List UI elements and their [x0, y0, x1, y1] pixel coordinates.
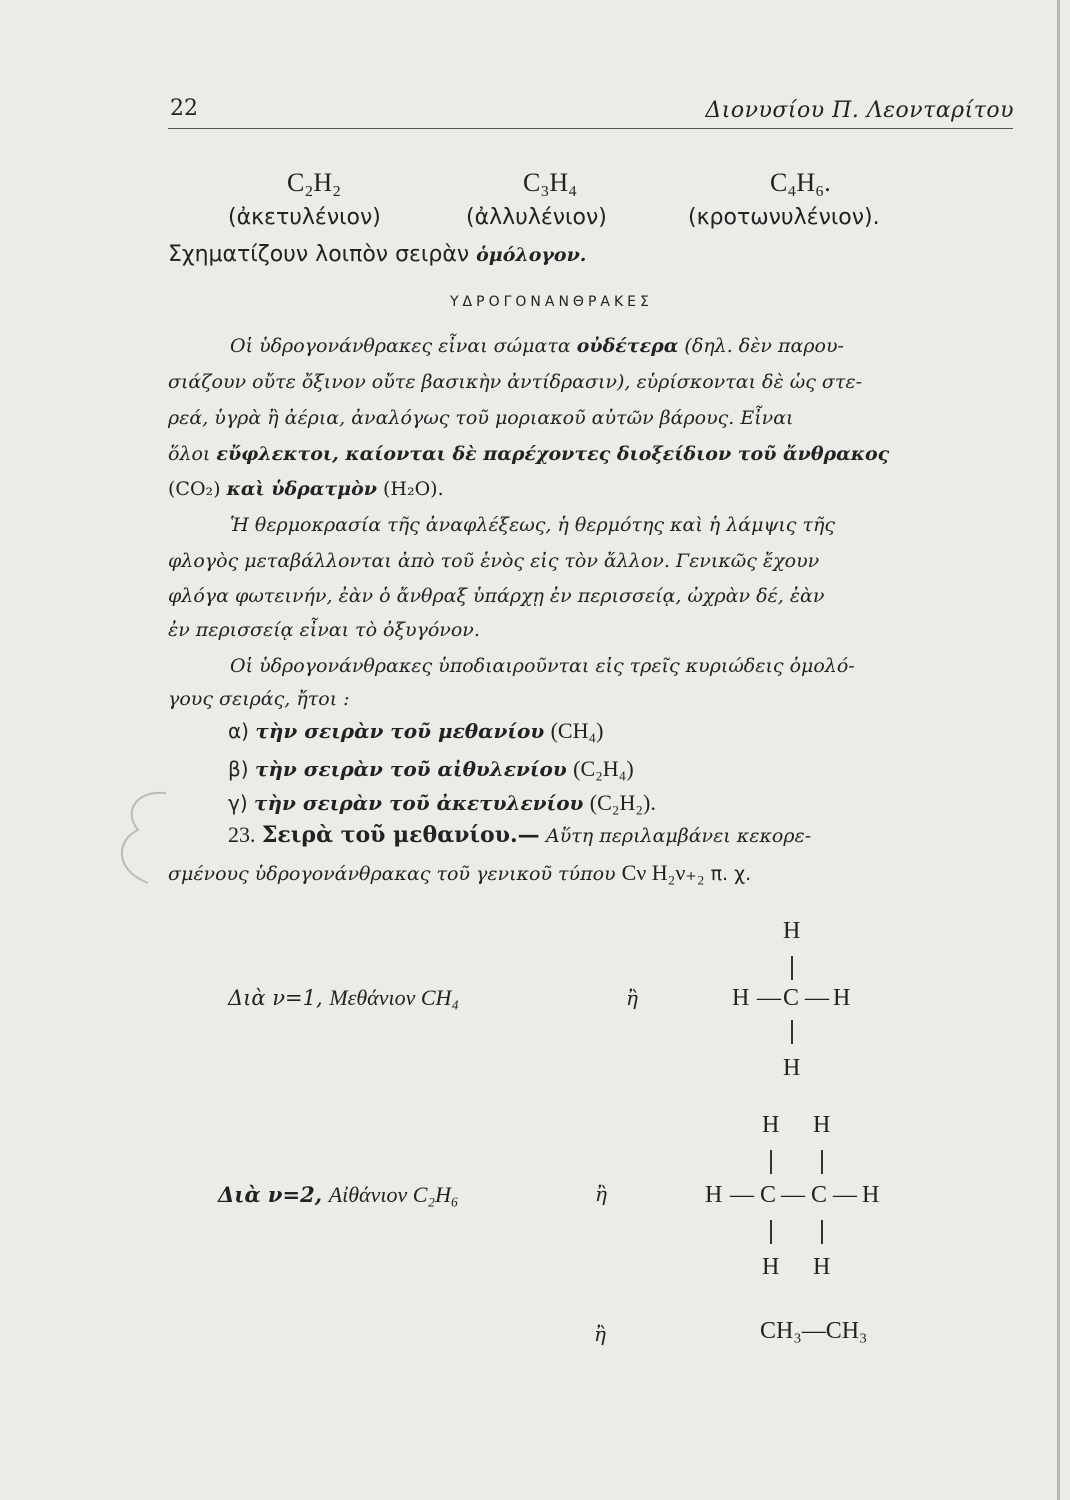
- formula-acetylene: C₂H₂: [287, 168, 342, 197]
- methane-h-top: H: [783, 918, 801, 944]
- ethane-h-top-2: H: [813, 1112, 831, 1138]
- p1-l1-rest: (δηλ. δὲν παρου-: [678, 335, 844, 357]
- series-c-formula: (C₂H₂).: [589, 790, 656, 815]
- ethane-condensed: CH₃—CH₃: [760, 1318, 868, 1344]
- ethane-h-left: H: [705, 1182, 723, 1208]
- series-a-formula: (CH₄): [550, 718, 604, 743]
- p2-line-1: Ἡ θερμοκρασία τῆς ἀναφλέξεως, ἡ θερμότης καὶ ἡ λάμψις τῆς: [230, 514, 836, 536]
- name-acetylene: (ἀκετυλένιον): [228, 205, 381, 230]
- ethane-h-top-1: H: [762, 1112, 780, 1138]
- series-a-lead: α): [228, 719, 249, 743]
- general-formula: Cν H₂ν₊₂: [621, 860, 705, 885]
- section-23-line-1: [228, 822, 811, 848]
- p2-line-4: ἐν περισσείᾳ εἶναι τὸ ὀξυγόνον.: [168, 619, 480, 641]
- homologous-line: [168, 242, 586, 267]
- p1-line-1: [230, 335, 844, 357]
- methane-h-left: H: [732, 985, 750, 1011]
- ethane-bond-top-2: [821, 1150, 823, 1174]
- series-b-formula: (C₂H₄): [573, 756, 634, 781]
- methane-h-right: H: [833, 985, 851, 1011]
- p3-line-1: Οἱ ὑδρογονάνθρακες ὑποδιαιροῦνται εἰς τρεῖς κυριώδεις ὁμολό-: [230, 655, 855, 677]
- ethane-h-right: H: [862, 1182, 880, 1208]
- p1-l4-text: ὅλοι: [168, 443, 217, 465]
- section-23-number: 23.: [228, 822, 256, 847]
- ethane-label: Διὰ ν=2,: [218, 1182, 323, 1207]
- p1-l5-rest: (H₂O).: [376, 478, 444, 500]
- ethane-line: [218, 1182, 459, 1208]
- ethane-carbon-1: C: [760, 1182, 777, 1208]
- series-c-text: τὴν σειρὰν τοῦ ἀκετυλενίου: [254, 791, 584, 815]
- series-a-text: τὴν σειρὰν τοῦ μεθανίου: [255, 719, 545, 743]
- ethane-or-2: ἢ: [594, 1322, 606, 1346]
- p3-line-2: γους σειράς, ἤτοι :: [168, 688, 350, 710]
- p1-l1-text: Οἱ ὑδρογονάνθρακες εἶναι σώματα: [230, 335, 577, 357]
- section-23-title: Σειρὰ τοῦ μεθανίου.—: [261, 822, 540, 848]
- formula-allylene: C₃H₄: [523, 168, 578, 197]
- methane-h-bottom: H: [783, 1055, 801, 1081]
- ethane-bond-cc: —: [781, 1182, 805, 1208]
- homologous-term: ὁμόλογον.: [476, 244, 587, 266]
- name-allylene: (ἀλλυλένιον): [466, 205, 607, 230]
- section-title: ΥΔΡΟΓΟΝΑΝΘΡΑΚΕΣ: [450, 294, 653, 310]
- p1-line-5: [168, 478, 444, 500]
- ethane-name: Αἰθάνιον C₂H₆: [328, 1182, 459, 1207]
- series-b-lead: β): [228, 757, 249, 781]
- page-edge: [1057, 0, 1060, 1500]
- header-rule: [168, 128, 1013, 129]
- section-23-text-1: Αὕτη περιλαμβάνει κεκορε-: [546, 825, 812, 847]
- ethane-bond-bottom-1: [770, 1220, 772, 1244]
- p1-line-4: [168, 443, 889, 465]
- ethane-h-bottom-1: H: [762, 1254, 780, 1280]
- section-23-tail: π. χ.: [710, 863, 752, 885]
- methane-bond-top: [791, 956, 793, 980]
- series-item-a: [228, 718, 604, 744]
- p2-line-3: φλόγα φωτεινήν, ἐὰν ὁ ἄνθραξ ὑπάρχῃ ἐν περισσείᾳ, ὠχρὰν δέ, ἐὰν: [168, 585, 825, 607]
- p1-l5-text: (CO₂): [168, 478, 227, 500]
- ethane-bond-left: —: [730, 1182, 754, 1208]
- ethane-or: ἢ: [595, 1182, 607, 1206]
- p1-l5-bold: καὶ ὑδρατμὸν: [226, 478, 377, 500]
- ethane-h-bottom-2: H: [813, 1254, 831, 1280]
- ethane-bond-right: —: [833, 1182, 857, 1208]
- series-item-b: [228, 756, 634, 782]
- p1-l1-bold: οὐδέτερα: [576, 335, 679, 357]
- section-23-line-2: [168, 860, 751, 886]
- methane-name: Μεθάνιον CH₄: [329, 985, 460, 1010]
- homologous-lead: Σχηματίζουν λοιπὸν σειρὰν: [168, 242, 470, 267]
- series-item-c: [228, 790, 656, 816]
- ethane-carbon-2: C: [811, 1182, 828, 1208]
- methane-bond-right: —: [805, 985, 829, 1011]
- ethane-bond-top-1: [770, 1150, 772, 1174]
- methane-label: Διὰ ν=1,: [228, 986, 323, 1010]
- p1-l4-bold: εὔφλεκτοι, καίονται δὲ παρέχοντες διοξείδιον τοῦ ἄνθρακος: [216, 443, 890, 465]
- section-23-text-2: σμένους ὑδρογονάνθρακας τοῦ γενικοῦ τύπου: [168, 863, 616, 885]
- running-header: Διονυσίου Π. Λεονταρίτου: [705, 98, 1014, 123]
- methane-carbon: C: [783, 985, 800, 1011]
- methane-line: [228, 985, 459, 1011]
- p1-line-3: ρεά, ὑγρὰ ἢ ἀέρια, ἀναλόγως τοῦ μοριακοῦ αὐτῶν βάρους. Εἶναι: [168, 407, 794, 429]
- methane-bond-left: —: [757, 985, 781, 1011]
- methane-or: ἢ: [626, 986, 638, 1010]
- formula-crotonylene: C₄H₆.: [770, 168, 831, 197]
- p2-line-2: φλογὸς μεταβάλλονται ἀπὸ τοῦ ἑνὸς εἰς τὸν ἄλλον. Γενικῶς ἔχουν: [168, 550, 820, 572]
- ethane-bond-bottom-2: [821, 1220, 823, 1244]
- series-c-lead: γ): [228, 791, 248, 815]
- methane-bond-bottom: [791, 1020, 793, 1044]
- page-number: 22: [170, 96, 198, 121]
- name-crotonylene: (κροτωνυλένιον).: [688, 205, 880, 230]
- p1-line-2: σιάζουν οὔτε ὄξινον οὔτε βασικὴν ἀντίδρασιν), εὑρίσκονται δὲ ὡς στε-: [168, 371, 863, 393]
- series-b-text: τὴν σειρὰν τοῦ αἰθυλενίου: [254, 757, 567, 781]
